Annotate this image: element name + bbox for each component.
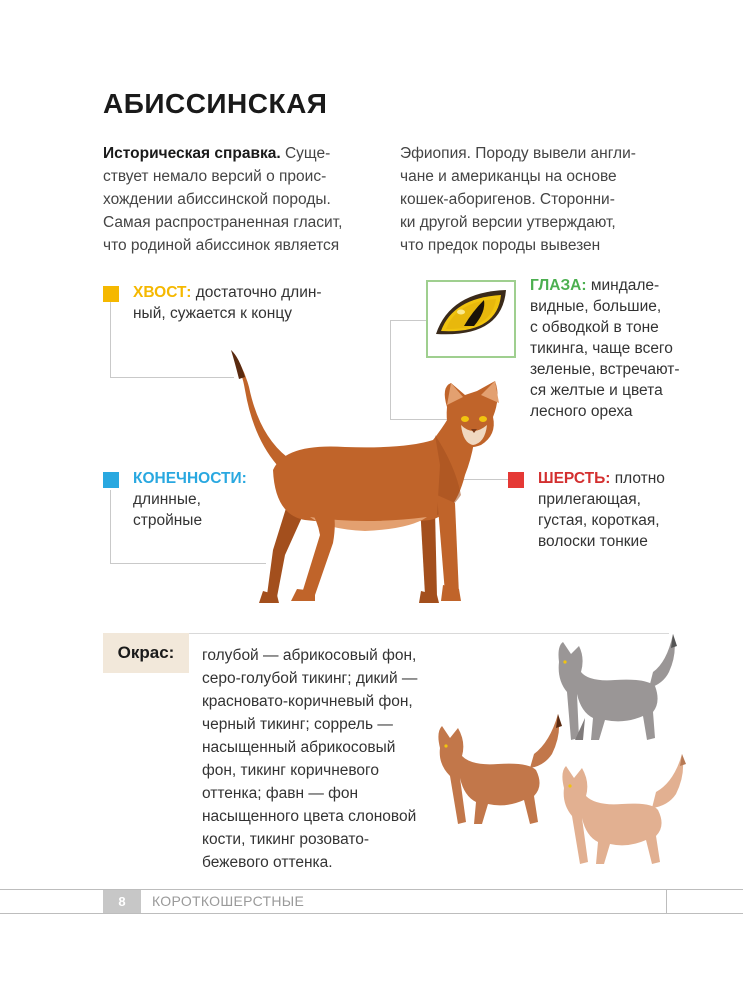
abyssinian-cat-illustration: [215, 345, 525, 610]
tail-feature: [133, 282, 373, 324]
colors-heading: Окрас:: [103, 633, 189, 673]
intro-line: ки другой версии утверждают,: [400, 214, 616, 231]
colors-line: черный тикинг; соррель —: [202, 716, 393, 733]
coat-text: волоски тонкие: [538, 533, 648, 550]
ruddy-cat-illustration: [432, 712, 567, 827]
page-number: 8: [118, 894, 126, 909]
eyes-text: ся желтые и цвета: [530, 382, 663, 399]
eyes-leader-line: [390, 320, 427, 321]
colors-line: голубой — абрикосовый фон,: [202, 647, 417, 664]
page-number-box: [103, 890, 141, 913]
coat-label: ШЕРСТЬ:: [538, 470, 611, 487]
coat-text: плотно: [610, 470, 665, 487]
colors-line: серо-голубой тикинг; дикий —: [202, 670, 418, 687]
limbs-label: КОНЕЧНОСТИ:: [133, 470, 247, 487]
intro-line: Историческая справка. Суще-: [103, 145, 331, 162]
page-footer: [0, 889, 743, 914]
footer-end-mark: [666, 890, 667, 913]
intro-label: Историческая справка.: [103, 145, 281, 162]
eyes-text: миндале-: [586, 277, 660, 294]
eyes-feature: [530, 275, 730, 422]
colors-line: оттенка; фавн — фон: [202, 785, 359, 802]
tail-text: ный, сужается к концу: [133, 305, 292, 322]
intro-line: кошек-аборигенов. Сторонни-: [400, 191, 615, 208]
intro-line: чане и американцы на основе: [400, 168, 617, 185]
limbs-text: длинные,: [133, 491, 201, 508]
colors-line: насыщенный абрикосовый: [202, 739, 396, 756]
limbs-leader-line: [110, 490, 111, 564]
tail-text: достаточно длин-: [191, 284, 322, 301]
coat-text: прилегающая,: [538, 491, 641, 508]
tail-label: ХВОСТ:: [133, 284, 192, 301]
coat-text: густая, короткая,: [538, 512, 660, 529]
intro-left-column: [103, 142, 373, 257]
eyes-text: тикинга, чаще всего: [530, 340, 673, 357]
limbs-marker: [103, 472, 119, 488]
tail-leader-line: [110, 302, 111, 378]
colors-description: [202, 644, 452, 874]
eyes-text: с обводкой в тоне: [530, 319, 659, 336]
colors-line: фон, тикинг коричневого: [202, 762, 379, 779]
intro-line: Эфиопия. Породу вывели англи-: [400, 145, 636, 162]
coat-feature: [538, 468, 728, 552]
fawn-cat-illustration: [556, 752, 691, 867]
eyes-label: ГЛАЗА:: [530, 277, 587, 294]
colors-line: красновато-коричневый фон,: [202, 693, 413, 710]
intro-line: хождении абиссинской породы.: [103, 191, 331, 208]
eyes-text: видные, большие,: [530, 298, 662, 315]
limbs-text: стройные: [133, 512, 203, 529]
colors-line: кости, тикинг розовато-: [202, 831, 370, 848]
intro-line: Самая распространенная гласит,: [103, 214, 343, 231]
section-title: КОРОТКОШЕРСТНЫЕ: [152, 893, 305, 909]
colors-line: насыщенного цвета слоновой: [202, 808, 417, 825]
tail-marker: [103, 286, 119, 302]
intro-right-column: [400, 142, 670, 257]
intro-line: что предок породы вывезен: [400, 237, 601, 254]
colors-line: бежевого оттенка.: [202, 854, 333, 871]
intro-line: ствует немало версий о проис-: [103, 168, 327, 185]
page-title: АБИССИНСКАЯ: [103, 88, 328, 119]
eyes-text: лесного ореха: [530, 403, 633, 420]
eyes-text: зеленые, встречают-: [530, 361, 680, 378]
footer-bottom-rule: [0, 913, 743, 914]
intro-line: что родиной абиссинок является: [103, 237, 340, 254]
